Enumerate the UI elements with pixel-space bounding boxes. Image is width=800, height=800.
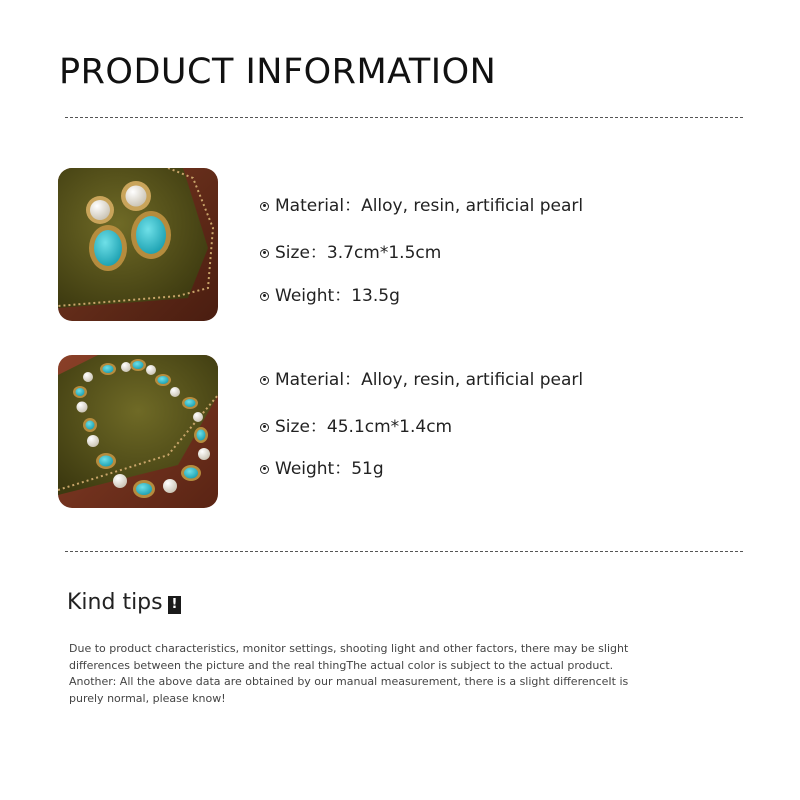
kind-tips-title: Kind tips [67, 590, 163, 615]
weight-spec: Weight ： 51g [260, 454, 384, 479]
size-spec: Size ： 3.7cm*1.5cm [260, 238, 441, 263]
bullet-icon [260, 292, 269, 301]
product-earrings [58, 168, 758, 321]
bullet-icon [260, 202, 269, 211]
material-spec: Material ： Alloy, resin, artificial pearl [260, 365, 583, 390]
size-spec: Size ： 45.1cm*1.4cm [260, 412, 452, 437]
bullet-icon [260, 465, 269, 474]
product-necklace [58, 355, 758, 508]
exclamation-icon: ! [168, 596, 181, 614]
page-title: PRODUCT INFORMATION [59, 52, 497, 92]
bottom-divider [65, 551, 743, 552]
bullet-icon [260, 249, 269, 258]
kind-tips-text: Due to product characteristics, monitor settings, shooting light and other factors, there may be slight differences between the picture and the real thingThe actual color is subject to the actual product. Another: All the above data are obtained by our manual measurement, there is a slight differenceIt is purely normal, please know! [69, 642, 629, 705]
material-spec: Material ： Alloy, resin, artificial pearl [260, 191, 583, 216]
bullet-icon [260, 376, 269, 385]
earrings-photo [58, 168, 218, 321]
weight-spec: Weight ： 13.5g [260, 281, 400, 306]
necklace-photo [58, 355, 218, 508]
bullet-icon [260, 423, 269, 432]
top-divider [65, 117, 743, 118]
